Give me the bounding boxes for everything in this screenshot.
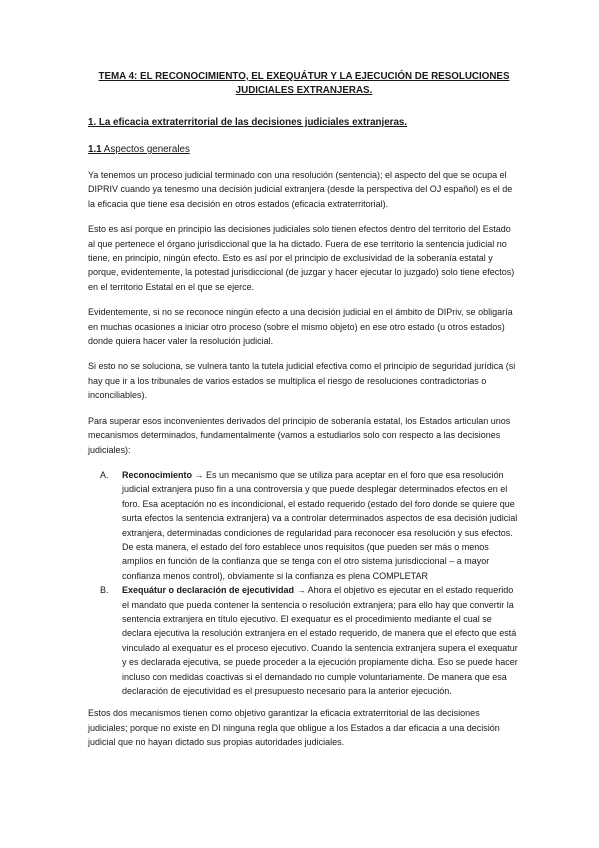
list-item-term: Exequátur o declaración de ejecutividad [122,585,295,596]
section-heading-1-1 [88,143,520,157]
list-item-text: → Ahora el objetivo es ejecutar en el estado requerido el mandato que pueda contener la sentencia o resolución extranjera; para ello hay que convertir la sentencia extranjera en título ejecutivo. El exequatur es el procedimiento mediante el cual se declara ejecutiva la resolución extranjera en el estado requerido, de manera que el efecto que está vinculado al exequatur es el proceso ejecutivo. Cuando la sentencia extranjera supera el exequatur y es declarada ejecutiva, se puede proceder a la ejecución propiamente dicha. Eso se puede hacer incluso con medidas coactivas si el demandado no cumple voluntariamente. De manera que esa declaración de ejecutividad es el presupuesto necesario para la anterior ejecución. [122,585,518,696]
list-item-exequatur [88,583,520,698]
list-marker: B. [100,585,109,596]
paragraph-2: Esto es así porque en principio las decisiones judiciales solo tienen efectos dentro del territorio del Estado al que pertenece el órgano jurisdiccional que la ha dictado. Fuera de ese territorio la sentencia judicial no tiene, en principio, ningún efecto. Esto es así por el principio de exclusividad de la soberanía estatal y porque, evidentemente, la potestad jurisdiccional (de juzgar y hacer ejecutar lo juzgado) solo tiene efectos) en el territorio Estatal en el que se ejerce. [88,224,515,292]
paragraph-5: Para superar esos inconvenientes derivados del principio de soberanía estatal, los Estados articulan unos mecanismos determinados, fundamentalmente (vamos a estudiarlos solo con respecto a las decisiones judiciales): [88,415,511,455]
paragraph-3: Evidentemente, si no se reconoce ningún efecto a una decisión judicial en el ámbito de DIPriv, se obligaría en muchas ocasiones a iniciar otro proceso (sobre el mismo objeto) en ese otro estado (u otros estados) donde quiera hacer valer la resolución judicial. [88,307,513,347]
list-marker: A. [100,469,109,480]
section-heading-1: 1. La eficacia extraterritorial de las decisiones judiciales extranjeras. [88,117,408,128]
paragraph-4: Si esto no se soluciona, se vulnera tanto la tutela judicial efectiva como el principio de seguridad jurídica (si hay que ir a los tribunales de varios estados se multiplica el riesgo de resoluciones contradictorias o inconciliables). [88,361,516,401]
mechanisms-list [88,468,520,699]
list-item-term: Reconocimiento [122,469,193,480]
paragraph-6: Estos dos mecanismos tienen como objetivo garantizar la eficacia extraterritorial de las decisiones judiciales; porque no existe en DI ninguna regla que obligue a los Estados a dar eficacia a una decisión judicial que no hayan dictado sus propias autoridades judiciales. [88,708,500,748]
list-item-text: → Es un mecanismo que se utiliza para aceptar en el foro que esa resolución judicial extranjera puso fin a una controversia y que puede desplegar determinados efectos en el foro. Esa aceptación no es incondicional, el estado requerido (estado del foro donde se quiere que surta efectos la sentencia extranjera) va a controlar determinados aspectos de esa decisión judicial extranjera, determinadas condiciones de regularidad para reconocer esa resolución y sus efectos. De esta manera, el estado del foro establece unos requisitos (que pueden ser más o menos amplios en función de la confianza que se tenga con el otro sistema jurisdiccional – a mayor confianza menos control), obviamente si la confianza es plena COMPLETAR [122,469,518,581]
paragraph-1: Ya tenemos un proceso judicial terminado con una resolución (sentencia); el aspecto del que se ocupa el DIPRIV cuando ya tenesmo una decisión judicial extranjera (desde la perspectiva del OJ español) es el de la eficacia que tiene esa decisión en otros estados (eficacia extraterritorial). [88,170,513,209]
document-title: TEMA 4: EL RECONOCIMIENTO, EL EXEQUÁTUR Y LA EJECUCIÓN DE RESOLUCIONES JUDICIALES EXTRANJERAS. [98,71,510,96]
section-heading-1-1-number: 1.1 [88,144,102,155]
section-heading-1-1-text: Aspectos generales [101,144,190,155]
list-item-reconocimiento [88,468,520,583]
document-content [88,70,520,761]
